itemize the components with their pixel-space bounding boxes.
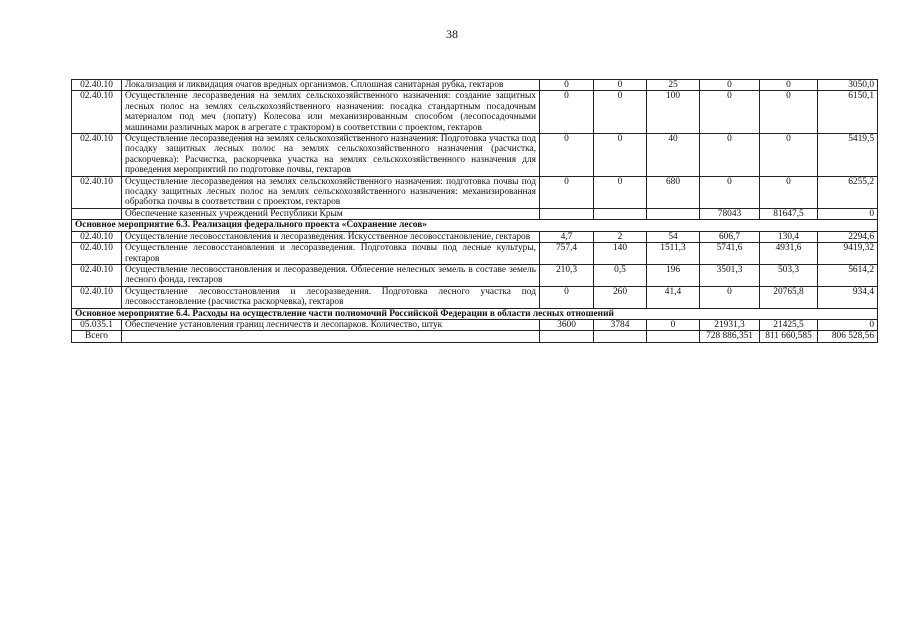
row-description: Локализация и ликвидация очагов вредных организмов. Сплошная санитарная рубка, гектаров: [122, 80, 540, 91]
row-value-2: 0: [594, 91, 647, 134]
row-value-6: 5419,5: [818, 134, 878, 177]
row-code: 02.40.10: [72, 286, 122, 308]
row-value-4: 606,7: [700, 231, 760, 242]
row-value-2: 0: [594, 134, 647, 177]
section-title: Основное мероприятие 6.4. Расходы на осуществление части полномочий Российской Федерации в области лесных отношений: [72, 308, 878, 319]
row-description: Осуществление лесоразведения на землях сельскохозяйственного назначения: подготовка почвы под посадку защитных лесных полос на землях сельскохозяйственного назначения: механизированная обработка почвы в соответствии с проектом, гектаров: [122, 176, 540, 208]
row-value-1: 757,4: [540, 243, 594, 265]
row-code: 05.035.1: [72, 319, 122, 330]
row-value-5: 130,4: [760, 231, 818, 242]
row-value-5: 4931,6: [760, 243, 818, 265]
row-value-3: 196: [647, 264, 700, 286]
section-title: Основное мероприятие 6.3. Реализация федерального проекта «Сохранение лесов»: [72, 220, 878, 231]
row-value-3: 1511,3: [647, 243, 700, 265]
table-row: [72, 91, 878, 134]
table-row: [72, 264, 878, 286]
table-row: [72, 176, 878, 208]
row-value-2: 2: [594, 231, 647, 242]
row-value-2: 0,5: [594, 264, 647, 286]
row-value-5: 0: [760, 134, 818, 177]
row-description: Осуществление лесовосстановления и лесоразведения. Облесение нелесных земель в составе земель лесного фонда, гектаров: [122, 264, 540, 286]
row-value-6: 0: [818, 319, 878, 330]
row-value-6: 5614,2: [818, 264, 878, 286]
row-value-4: 0: [700, 286, 760, 308]
row-value-3: [647, 331, 700, 342]
row-value-5: 20765,8: [760, 286, 818, 308]
row-value-4: 5741,6: [700, 243, 760, 265]
row-value-5: 21425,5: [760, 319, 818, 330]
row-value-2: 0: [594, 176, 647, 208]
row-value-5: 0: [760, 80, 818, 91]
row-value-6: 0: [818, 208, 878, 219]
row-description: Осуществление лесоразведения на землях сельскохозяйственного назначения: Подготовка участка под посадку защитных лесных полос на землях сельскохозяйственного назначения (расчистка, раскорчевка): Расчистка, раскорчевка участка на землях сельскохозяйственного назначения для проведения мероприятий по подготовке почвы, гектаров: [122, 134, 540, 177]
table-row: [72, 231, 878, 242]
row-value-2: 0: [594, 80, 647, 91]
budget-table: [71, 79, 878, 343]
row-code: 02.40.10: [72, 91, 122, 134]
row-code: Всего: [72, 331, 122, 342]
row-description: Обеспечение казенных учреждений Республики Крым: [122, 208, 540, 219]
row-value-6: 934,4: [818, 286, 878, 308]
row-value-2: [594, 208, 647, 219]
row-code: 02.40.10: [72, 264, 122, 286]
page-number: 38: [446, 27, 458, 41]
row-value-3: [647, 208, 700, 219]
row-value-1: 3600: [540, 319, 594, 330]
row-value-6: 6150,1: [818, 91, 878, 134]
row-value-3: 54: [647, 231, 700, 242]
row-value-2: 3784: [594, 319, 647, 330]
table-row: [72, 208, 878, 219]
row-value-4: 78043: [700, 208, 760, 219]
row-value-4: 0: [700, 134, 760, 177]
table-row: [72, 80, 878, 91]
row-value-6: 9419,32: [818, 243, 878, 265]
table-row: [72, 243, 878, 265]
row-value-1: 4,7: [540, 231, 594, 242]
row-code: 02.40.10: [72, 243, 122, 265]
row-value-1: 0: [540, 176, 594, 208]
row-value-4: 728 886,351: [700, 331, 760, 342]
row-value-5: 811 660,585: [760, 331, 818, 342]
row-value-4: 3501,3: [700, 264, 760, 286]
section-header-row: [72, 220, 878, 231]
table-row: [72, 319, 878, 330]
row-value-3: 25: [647, 80, 700, 91]
row-value-3: 40: [647, 134, 700, 177]
row-value-2: 140: [594, 243, 647, 265]
row-description: Осуществление лесовосстановления и лесоразведения. Подготовка лесного участка под лесовосстановление (расчистка раскорчевка), гектаров: [122, 286, 540, 308]
row-description: Осуществление лесовосстановления и лесоразведения. Подготовка почвы под лесные культуры, гектаров: [122, 243, 540, 265]
row-value-6: 2294,6: [818, 231, 878, 242]
row-code: 02.40.10: [72, 134, 122, 177]
row-code: 02.40.10: [72, 176, 122, 208]
row-description: Осуществление лесоразведения на землях сельскохозяйственного назначения: создание защитных лесных полос на землях сельскохозяйственного назначения: посадка стандартным посадочным материалом под меч (лопату) Колесова или механизированным способом (лесопосадочными машинами различных марок в агрегате с трактором) в соответствии с проектом, гектаров: [122, 91, 540, 134]
row-value-4: 0: [700, 176, 760, 208]
row-code: 02.40.10: [72, 80, 122, 91]
row-value-1: 210,3: [540, 264, 594, 286]
row-value-3: 680: [647, 176, 700, 208]
table-row: [72, 134, 878, 177]
table-row: [72, 331, 878, 342]
row-value-4: 21931,3: [700, 319, 760, 330]
row-value-2: [594, 331, 647, 342]
row-value-6: 3050,0: [818, 80, 878, 91]
row-value-5: 81647,5: [760, 208, 818, 219]
row-value-3: 41,4: [647, 286, 700, 308]
row-value-6: 6255,2: [818, 176, 878, 208]
row-value-4: 0: [700, 80, 760, 91]
row-value-5: 0: [760, 176, 818, 208]
row-value-6: 806 528,56: [818, 331, 878, 342]
row-value-2: 260: [594, 286, 647, 308]
table-row: [72, 286, 878, 308]
section-header-row: [72, 308, 878, 319]
row-code: 02.40.10: [72, 231, 122, 242]
row-value-1: 0: [540, 286, 594, 308]
row-value-1: 0: [540, 91, 594, 134]
row-value-1: 0: [540, 134, 594, 177]
row-value-3: 0: [647, 319, 700, 330]
row-value-4: 0: [700, 91, 760, 134]
row-value-1: [540, 208, 594, 219]
row-value-3: 100: [647, 91, 700, 134]
row-description: Осуществление лесовосстановления и лесоразведения. Искусственное лесовосстановление, гектаров: [122, 231, 540, 242]
row-value-5: 503,3: [760, 264, 818, 286]
row-code: [72, 208, 122, 219]
row-value-1: [540, 331, 594, 342]
row-value-1: 0: [540, 80, 594, 91]
row-value-5: 0: [760, 91, 818, 134]
row-description: Обеспечение установления границ лесничеств и лесопарков. Количество, штук: [122, 319, 540, 330]
row-description: [122, 331, 540, 342]
